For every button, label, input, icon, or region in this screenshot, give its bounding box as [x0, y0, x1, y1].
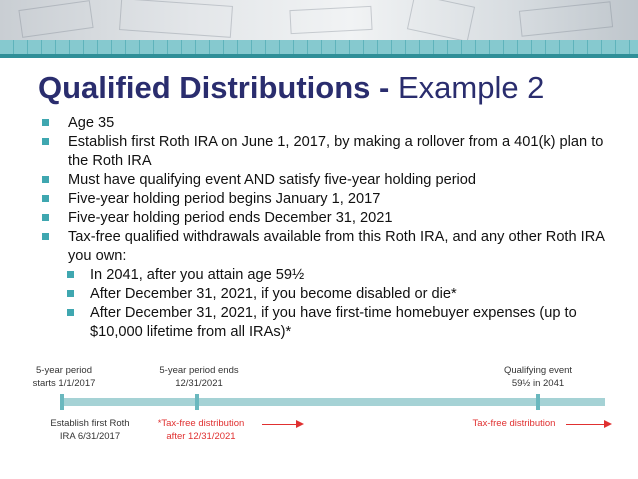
square-bullet-icon [42, 233, 49, 240]
bullet-list [38, 114, 618, 342]
square-bullet-icon [42, 138, 49, 145]
bullet-text: Five-year holding period ends December 31, 2021 [68, 210, 393, 226]
square-bullet-icon [42, 214, 49, 221]
header-divider [0, 54, 638, 58]
square-bullet-icon [42, 176, 49, 183]
bullet-text: After December 31, 2021, if you have first-time homebuyer expenses (up to $10,000 lifetime from all IRAs)* [90, 305, 577, 340]
label-line: 12/31/2021 [175, 378, 223, 389]
bullet-item [38, 209, 618, 228]
timeline-label-establish [38, 417, 142, 443]
label-line: IRA 6/31/2017 [59, 431, 121, 442]
label-line: Qualifying event [503, 365, 573, 376]
timeline-label-end [144, 364, 254, 390]
square-bullet-icon [67, 271, 74, 278]
label-line: after 12/31/2021 [166, 431, 236, 442]
timeline-bar [60, 398, 605, 406]
square-bullet-icon [67, 290, 74, 297]
bullet-text: After December 31, 2021, if you become disabled or die* [90, 286, 457, 302]
timeline-tick-end [195, 394, 199, 410]
label-line: starts 1/1/2017 [32, 378, 96, 389]
sub-bullet-item [38, 285, 618, 304]
arrow-right-icon [566, 424, 610, 425]
timeline-tick-qualifying [536, 394, 540, 410]
label-line: Tax-free distribution [472, 418, 556, 429]
bullet-text: Establish first Roth IRA on June 1, 2017, by making a rollover from a 401(k) plan to the Roth IRA [68, 134, 604, 169]
header-photo-banner [0, 0, 638, 40]
bullet-item [38, 190, 618, 209]
timeline-label-tax-free-after [146, 417, 256, 443]
header-teal-band [0, 40, 638, 54]
bullet-text: Age 35 [68, 115, 115, 131]
bullet-text: Five-year holding period begins January 1, 2017 [68, 191, 381, 207]
label-line: 5-year period [36, 365, 92, 376]
bullet-item [38, 228, 618, 266]
sub-bullet-item [38, 266, 618, 285]
bullet-item [38, 171, 618, 190]
label-line: Establish first Roth [50, 418, 130, 429]
timeline-label-tax-free [464, 417, 564, 430]
bullet-text: Must have qualifying event AND satisfy five-year holding period [68, 172, 477, 188]
square-bullet-icon [67, 309, 74, 316]
label-line: *Tax-free distribution [157, 418, 245, 429]
sub-bullet-item [38, 304, 618, 342]
timeline-tick-start [60, 394, 64, 410]
label-line: 59½ in 2041 [511, 378, 565, 389]
label-line: 5-year period ends [159, 365, 239, 376]
slide-title-bold: Qualified Distributions - [38, 70, 390, 105]
slide-title-normal: Example 2 [389, 70, 545, 105]
square-bullet-icon [42, 119, 49, 126]
bullet-text: In 2041, after you attain age 59½ [90, 267, 305, 283]
bullet-text: Tax-free qualified withdrawals available from this Roth IRA, and any other Roth IRA you own: [68, 229, 605, 264]
bullet-item [38, 114, 618, 133]
bullet-item [38, 133, 618, 171]
slide-title [38, 70, 544, 106]
arrow-right-icon [262, 424, 302, 425]
timeline-label-qualifying [488, 364, 588, 390]
timeline-label-start [14, 364, 114, 390]
square-bullet-icon [42, 195, 49, 202]
